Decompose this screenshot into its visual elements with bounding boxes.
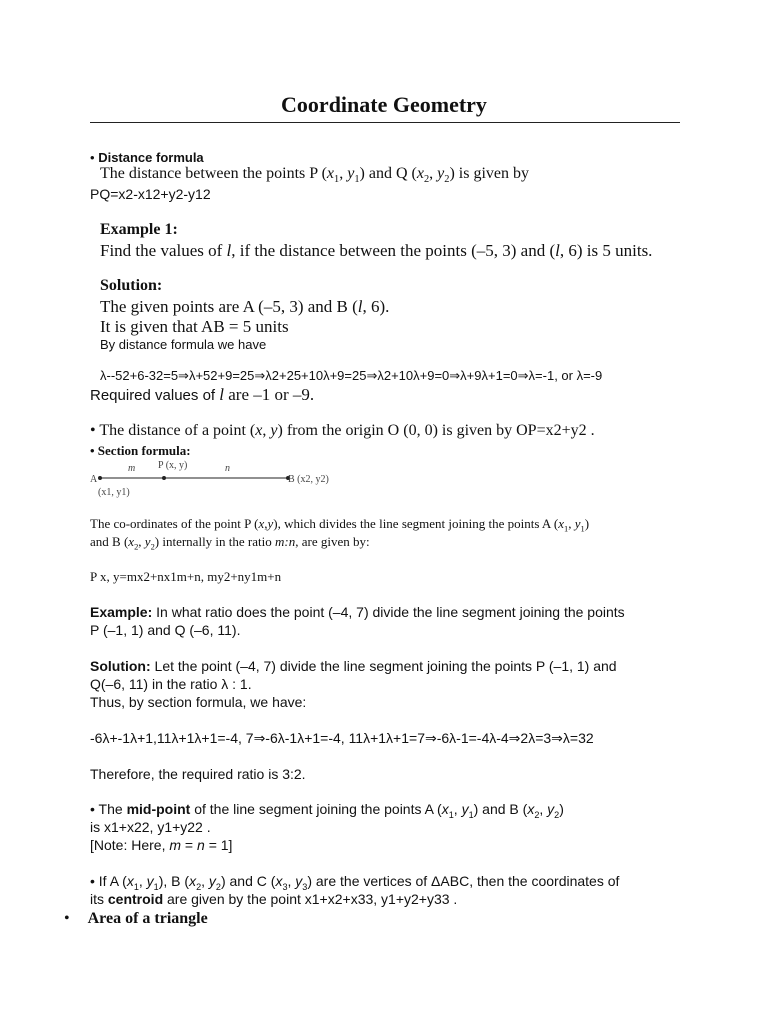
text: ,	[429, 165, 438, 182]
midpoint-line1	[90, 801, 564, 820]
label-a-coords: (x1, y1)	[98, 487, 130, 498]
text: ) and C (	[220, 873, 276, 889]
subscript: 2	[215, 881, 221, 892]
midpoint-note	[90, 837, 232, 853]
var: x	[527, 801, 535, 817]
text: ,	[138, 873, 147, 889]
subscript: 1	[468, 809, 474, 820]
subscript: 2	[134, 541, 139, 552]
label-n: n	[225, 463, 230, 474]
text: are given by the point x1+x2+x33, y1+y2+y33 .	[163, 891, 458, 907]
var: y	[146, 873, 154, 889]
var: x	[326, 165, 335, 182]
heading-text: Distance formula	[98, 150, 204, 165]
text: ,	[138, 534, 145, 549]
text: ,	[201, 873, 209, 889]
bold-text: mid-point	[126, 801, 191, 817]
subscript: 1	[153, 881, 159, 892]
text: • The	[90, 801, 127, 817]
example1-solution-heading: Solution:	[100, 277, 163, 294]
label-m: m	[128, 463, 136, 474]
var: y	[267, 516, 274, 531]
subscript: 1	[580, 523, 585, 534]
var: x	[416, 165, 424, 182]
text: ) are the vertices of ΔABC, then the coordinates of	[307, 873, 620, 889]
text: ,	[264, 516, 268, 531]
point-p	[162, 476, 166, 480]
example1-solution-line3: By distance formula we have	[100, 337, 267, 352]
text: ,	[339, 165, 348, 182]
subscript: 2	[554, 809, 560, 820]
origin-distance-text	[90, 422, 595, 440]
subscript: 1	[563, 523, 569, 534]
subscript: 1	[448, 809, 454, 820]
example2-solution-line1	[90, 658, 617, 674]
subscript: 3	[282, 881, 288, 892]
var: y	[270, 422, 278, 439]
var: y	[547, 801, 555, 817]
section-diagram	[88, 456, 338, 500]
text: Required values of	[90, 387, 220, 404]
var: m	[169, 837, 182, 853]
subscript: 1	[133, 881, 139, 892]
area-heading	[64, 910, 208, 928]
text: ), which divides the line segment joining the points A (	[273, 516, 559, 531]
text: and B (	[90, 534, 129, 549]
text: , 6) is 5 units.	[559, 241, 653, 260]
subscript: 2	[423, 174, 430, 186]
subscript: 2	[444, 174, 450, 186]
text: , 6).	[362, 297, 390, 316]
text: are –1 or –9.	[223, 385, 315, 404]
text: The distance between the points P (	[100, 165, 327, 182]
label-b: B (x2, y2)	[288, 474, 329, 485]
example1-heading: Example 1:	[100, 221, 178, 238]
text: ) from the origin O (0, 0) is given by OP=x2+y2 .	[277, 422, 595, 439]
distance-formula-text	[100, 165, 529, 185]
label-a: A	[90, 474, 98, 485]
distance-formula-equation: PQ=x2-x12+y2-y12	[90, 186, 211, 202]
point-a	[98, 476, 102, 480]
var: x	[258, 516, 265, 531]
example2-question-line1	[90, 604, 625, 620]
text: )	[559, 801, 564, 817]
text: • The distance of a point (	[90, 422, 256, 439]
subscript: 2	[534, 809, 540, 820]
text: ,	[568, 516, 575, 531]
example1-solution-line1	[100, 297, 389, 317]
centroid-line1	[90, 873, 619, 892]
text: ,	[287, 873, 296, 889]
heading-text: Area of a triangle	[87, 910, 208, 927]
text: of the line segment joining the points A (	[190, 801, 442, 817]
centroid-line2	[90, 891, 457, 907]
page-title: Coordinate Geometry	[281, 92, 487, 117]
var: x	[275, 873, 283, 889]
var: x	[126, 873, 134, 889]
text: =	[181, 837, 198, 853]
text: ) and Q (	[359, 165, 417, 182]
subscript: 3	[302, 881, 308, 892]
text: [Note: Here,	[90, 837, 170, 853]
var: y	[347, 165, 355, 182]
text: Let the point (–4, 7) divide the line segment joining the points P (–1, 1) and	[150, 658, 617, 674]
subscript: 1	[354, 174, 360, 186]
text: ) is given by	[449, 165, 530, 182]
distance-formula-heading	[90, 150, 204, 165]
example2-solution-heading: Solution:	[90, 658, 151, 674]
example1-question	[100, 241, 652, 261]
var: n	[197, 837, 205, 853]
subscript: 2	[150, 541, 155, 552]
var: l	[357, 297, 363, 316]
var: y	[437, 165, 445, 182]
text: In what ratio does the point (–4, 7) divide the line segment joining the points	[152, 604, 625, 620]
label-p: P (x, y)	[158, 460, 188, 471]
subscript: 2	[196, 881, 202, 892]
section-formula-para-line2	[90, 534, 370, 552]
example2-solution-line3: Thus, by section formula, we have:	[90, 694, 307, 710]
text: ) internally in the ratio	[154, 534, 275, 549]
text: ,	[453, 801, 462, 817]
var: y	[208, 873, 216, 889]
text: ), B (	[158, 873, 190, 889]
text: , are given by:	[295, 534, 370, 549]
var: y	[574, 516, 581, 531]
subscript: 1	[334, 174, 340, 186]
bullet: •	[64, 910, 70, 927]
text: ,	[539, 801, 548, 817]
var: x	[558, 516, 564, 531]
text: The given points are A (–5, 3) and B (	[100, 297, 358, 316]
text: ) and B (	[473, 801, 528, 817]
var: x	[128, 534, 135, 549]
section-formula-heading: • Section formula:	[90, 443, 191, 458]
var: y	[295, 873, 303, 889]
var: x	[441, 801, 449, 817]
example2-solution-line2: Q(–6, 11) in the ratio λ : 1.	[90, 676, 252, 692]
section-formula-equation: P x, y=mx2+nx1m+n, my2+ny1m+n	[90, 569, 282, 584]
var: x	[189, 873, 197, 889]
section-formula-para-line1	[90, 516, 589, 534]
var: y	[144, 534, 151, 549]
text: ,	[262, 422, 271, 439]
text: The co-ordinates of the point P (	[90, 516, 259, 531]
var: l	[219, 385, 224, 404]
example1-answer	[90, 385, 314, 405]
text: , if the distance between the points (–5, 3) and (	[231, 241, 556, 260]
var: m:n	[275, 534, 296, 549]
example2-working: -6λ+-1λ+1,11λ+1λ+1=-4, 7⇒-6λ-1λ+1=-4, 11λ+1λ+1=7⇒-6λ-1=-4λ-4⇒2λ=3⇒λ=32	[90, 730, 594, 746]
bold-text: centroid	[107, 891, 164, 907]
example2-question-line2: P (–1, 1) and Q (–6, 11).	[90, 622, 241, 638]
example1-solution-line2: It is given that AB = 5 units	[100, 317, 289, 336]
text: Find the values of	[100, 241, 227, 260]
bullet: •	[90, 150, 95, 165]
text: its	[90, 891, 108, 907]
title-rule	[90, 122, 680, 123]
example2-answer: Therefore, the required ratio is 3:2.	[90, 766, 306, 782]
var: l	[226, 241, 232, 260]
example1-working: λ--52+6-32=5⇒λ+52+9=25⇒λ2+25+10λ+9=25⇒λ2+10λ+9=0⇒λ+9λ+1=0⇒λ=-1, or λ=-9	[100, 368, 603, 383]
var: y	[461, 801, 469, 817]
text: )	[584, 516, 590, 531]
example2-heading: Example:	[90, 604, 153, 620]
midpoint-line2: is x1+x22, y1+y22 .	[90, 819, 211, 835]
text: • If A (	[90, 873, 127, 889]
var: x	[255, 422, 263, 439]
var: l	[555, 241, 560, 260]
text: = 1]	[204, 837, 233, 853]
